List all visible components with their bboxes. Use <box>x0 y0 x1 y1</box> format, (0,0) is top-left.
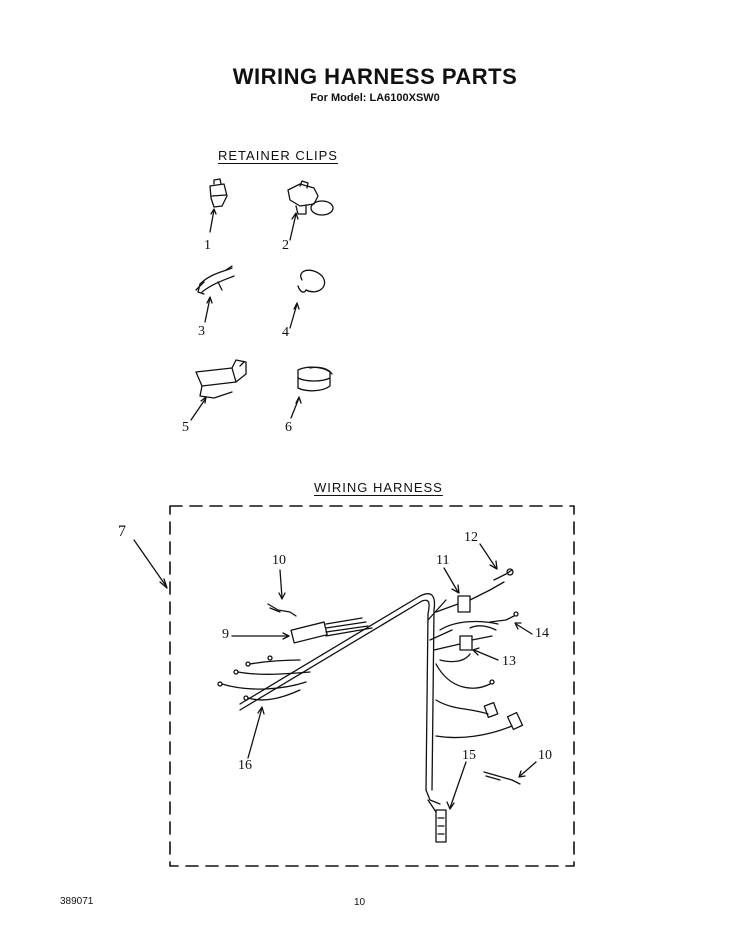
clip-5-drawing <box>191 360 246 420</box>
connector-13 <box>434 636 498 662</box>
callout-16: 16 <box>238 758 252 773</box>
harness-branch-wires <box>218 656 310 700</box>
callout-13: 13 <box>502 654 516 669</box>
callout-9: 9 <box>222 627 229 642</box>
callout-10-top: 10 <box>272 553 286 568</box>
retainer-clips-heading: RETAINER CLIPS <box>218 148 338 163</box>
callout-7: 7 <box>118 523 126 540</box>
harness-right-wires <box>436 664 522 738</box>
clip-number-5: 5 <box>182 420 189 435</box>
clip-4-drawing <box>290 270 325 328</box>
page-title: WIRING HARNESS PARTS <box>232 64 518 89</box>
terminal-10-top <box>268 570 296 616</box>
terminal-10-bottom <box>484 762 536 784</box>
callout-15: 15 <box>462 748 476 763</box>
clip-number-3: 3 <box>198 324 205 339</box>
callout-14: 14 <box>535 626 549 641</box>
document-number: 389071 <box>60 896 94 907</box>
page-number: 10 <box>354 897 366 908</box>
clip-number-2: 2 <box>282 238 289 253</box>
connector-14 <box>440 612 532 634</box>
clip-3-drawing <box>196 266 234 322</box>
wiring-harness-heading: WIRING HARNESS <box>314 480 443 495</box>
model-subtitle: For Model: LA6100XSW0 <box>310 92 440 104</box>
clip-2-drawing <box>288 181 333 240</box>
connector-9 <box>232 618 372 643</box>
clip-number-6: 6 <box>285 420 292 435</box>
callout-16-leader <box>248 708 262 758</box>
clip-number-4: 4 <box>282 325 289 340</box>
connector-11 <box>436 568 504 612</box>
clip-1-drawing <box>210 179 227 232</box>
clip-6-drawing <box>291 367 332 418</box>
callout-12: 12 <box>464 530 478 545</box>
clip-number-1: 1 <box>204 238 211 253</box>
terminal-12 <box>480 544 513 580</box>
callout-11: 11 <box>436 553 450 568</box>
callout-10-bottom: 10 <box>538 748 552 763</box>
callout-7-leader <box>134 540 166 586</box>
